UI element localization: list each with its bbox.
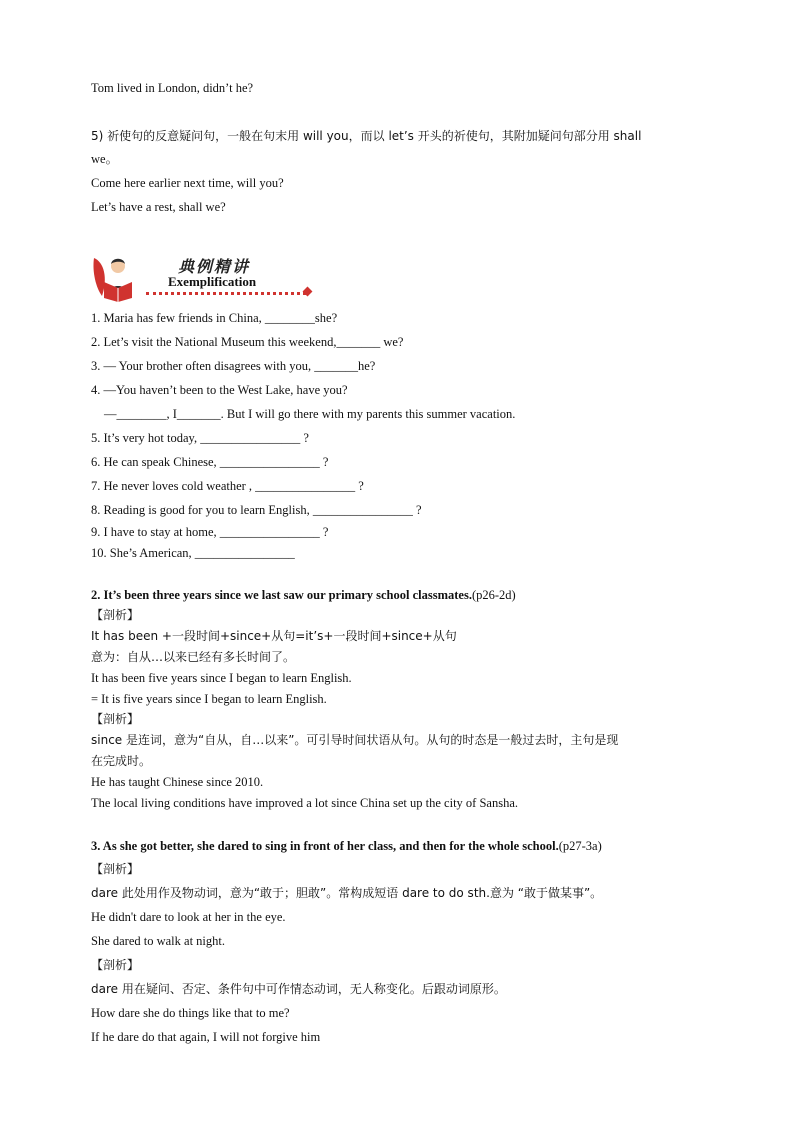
section-3-line: She dared to walk at night. <box>91 934 225 948</box>
section-3-line: 【剖析】 <box>91 862 140 876</box>
section-3-line: dare 用在疑问、否定、条件句中可作情态动词，无人称变化。后跟动词原形。 <box>91 982 506 996</box>
dotted-divider <box>146 292 306 295</box>
section-2-line: = It is five years since I began to learn English. <box>91 692 327 706</box>
exercise-item: 1. Maria has few friends in China, ________she? <box>91 311 338 325</box>
section-3-line: 【剖析】 <box>91 958 140 972</box>
section-title-cn: 典例精讲 <box>178 257 251 276</box>
exercise-item: 8. Reading is good for you to learn English, ________________ ? <box>91 503 422 517</box>
section-2-title: 2. It’s been three years since we last saw our primary school classmates. <box>91 588 472 602</box>
section-2-line: 在完成时。 <box>91 754 152 768</box>
section-3-heading <box>91 838 602 854</box>
section-3-title: 3. As she got better, she dared to sing in front of her class, and then for the whole school. <box>91 839 559 853</box>
exercise-item: 5. It’s very hot today, ________________ ? <box>91 431 309 445</box>
exercise-item: 2. Let’s visit the National Museum this weekend,_______ we? <box>91 335 404 349</box>
intro-line: 5) 祈使句的反意疑问句，一般在句末用 will you，而以 let’s 开头的祈使句，其附加疑问句部分用 shall <box>91 129 642 143</box>
exercise-item: 6. He can speak Chinese, ________________ ? <box>91 455 329 469</box>
section-3-ref: (p27-3a) <box>558 839 602 853</box>
section-3-line: dare 此处用作及物动词，意为“敢于；胆敢”。常构成短语 dare to do sth.意为 “敢于做某事”。 <box>91 886 603 900</box>
section-2-line: It has been +一段时间+since+从句=it’s+一段时间+since+从句 <box>91 629 457 643</box>
section-2-ref: (p26-2d) <box>471 588 516 602</box>
intro-line: we。 <box>91 152 119 166</box>
intro-line: Tom lived in London, didn’t he? <box>91 81 254 95</box>
section-2-line: It has been five years since I began to learn English. <box>91 671 352 685</box>
section-3-line: How dare she do things like that to me? <box>91 1006 290 1020</box>
section-title-en: Exemplification <box>168 274 257 289</box>
section-2-line: since 是连词，意为“自从，自…以来”。可引导时间状语从句。从句的时态是一般过去时，主句是现 <box>91 733 619 747</box>
exercise-item: 7. He never loves cold weather , ________________ ? <box>91 479 364 493</box>
section-2-line: He has taught Chinese since 2010. <box>91 775 264 789</box>
exercise-item: 10. She’s American, ________________ <box>91 546 295 560</box>
section-2-line: 意为：自从…以来已经有多长时间了。 <box>91 650 296 664</box>
section-2-line: 【剖析】 <box>91 712 140 726</box>
section-3-line: He didn't dare to look at her in the eye. <box>91 910 286 924</box>
section-header-exemplification <box>90 252 330 304</box>
exercise-item: 3. — Your brother often disagrees with you, _______he? <box>91 359 376 373</box>
section-2-heading <box>91 587 516 603</box>
teacher-reading-icon <box>90 252 140 302</box>
exercise-item: 4. —You haven’t been to the West Lake, have you? <box>91 383 348 397</box>
section-3-line: If he dare do that again, I will not forgive him <box>91 1030 321 1044</box>
exercise-item: 9. I have to stay at home, ________________ ? <box>91 525 329 539</box>
intro-line: Let’s have a rest, shall we? <box>91 200 226 214</box>
section-2-line: 【剖析】 <box>91 608 140 622</box>
section-2-line: The local living conditions have improved a lot since China set up the city of Sansha. <box>91 796 518 810</box>
intro-line: Come here earlier next time, will you? <box>91 176 284 190</box>
exercise-item: —________, I_______. But I will go there with my parents this summer vacation. <box>104 407 516 421</box>
